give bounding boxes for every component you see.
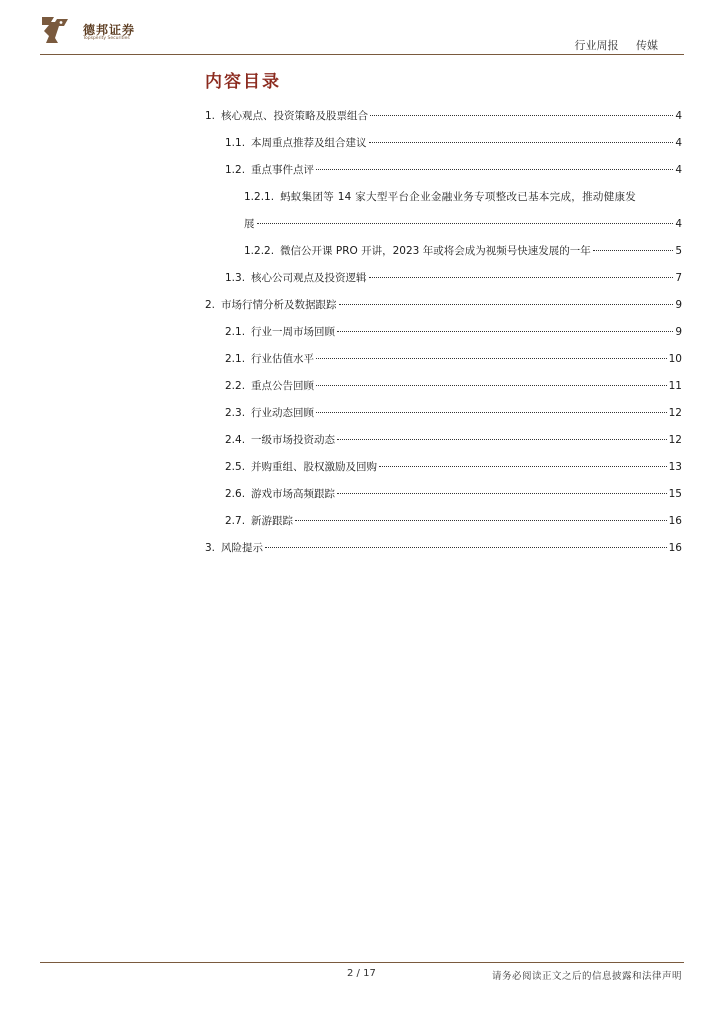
toc-entry-number: 2.6. xyxy=(225,488,246,500)
toc-entry[interactable] xyxy=(225,351,682,366)
toc-leader-dots xyxy=(337,331,673,332)
toc-entry-number: 1.2.2. xyxy=(244,245,275,257)
toc-leader-dots xyxy=(369,142,674,143)
toc-entry-page: 11 xyxy=(668,380,682,392)
toc-entry[interactable] xyxy=(225,270,682,285)
sector-label: 传媒 xyxy=(636,39,658,52)
toc-entry-title: 风险提示 xyxy=(221,542,264,554)
page-header xyxy=(0,0,724,60)
toc-entry[interactable] xyxy=(225,324,682,339)
toc-entry-page: 15 xyxy=(668,488,682,500)
toc-entry[interactable] xyxy=(225,135,682,150)
toc-leader-dots xyxy=(369,277,674,278)
toc-entry-title: 并购重组、股权激励及回购 xyxy=(251,461,378,473)
toc-entry-title: 核心观点、投资策略及股票组合 xyxy=(221,110,369,122)
toc-leader-dots xyxy=(316,412,667,413)
toc-entry-title: 重点事件点评 xyxy=(251,164,315,176)
toc-entry-number: 2. xyxy=(205,299,216,311)
toc-entry-number: 2.2. xyxy=(225,380,246,392)
toc-entry[interactable] xyxy=(225,486,682,501)
toc-leader-dots xyxy=(337,439,667,440)
toc-entry-title: 重点公告回顾 xyxy=(251,380,315,392)
toc-entry-title: 行业动态回顾 xyxy=(251,407,315,419)
toc-title: 内容目录 xyxy=(205,72,281,92)
toc-entry-title: 一级市场投资动态 xyxy=(251,434,336,446)
toc-entry-number: 1.1. xyxy=(225,137,246,149)
toc-entry-number: 3. xyxy=(205,542,216,554)
toc-entry-page: 16 xyxy=(668,542,682,554)
toc-leader-dots xyxy=(370,115,673,116)
toc-entry-number: 2.1. xyxy=(225,353,246,365)
toc-leader-dots xyxy=(295,520,667,521)
toc-entry-title: 行业估值水平 xyxy=(251,353,315,365)
toc-entry-page: 12 xyxy=(668,434,682,446)
toc-entry-number: 1. xyxy=(205,110,216,122)
toc-entry-title: 微信公开课 PRO 开讲，2023 年或将会成为视频号快速发展的一年 xyxy=(280,245,591,257)
toc-entry-number: 2.5. xyxy=(225,461,246,473)
toc-leader-dots xyxy=(265,547,667,548)
report-type: 行业周报 xyxy=(574,39,619,52)
toc-entry[interactable] xyxy=(244,243,682,258)
toc-leader-dots xyxy=(257,223,674,224)
toc-entry-page: 9 xyxy=(675,299,682,311)
brand-name: 德邦证券 xyxy=(83,23,136,37)
toc-leader-dots xyxy=(316,169,673,170)
toc-entry[interactable] xyxy=(225,432,682,447)
toc-entry-page: 7 xyxy=(675,272,682,284)
toc-entry[interactable] xyxy=(225,459,682,474)
toc-entry-title: 核心公司观点及投资逻辑 xyxy=(251,272,367,284)
toc-entry-page: 4 xyxy=(675,137,682,149)
toc-entry-title: 蚂蚁集团等 14 家大型平台企业金融业务专项整改已基本完成，推动健康发 xyxy=(280,191,637,203)
brand-logo-icon xyxy=(40,14,70,46)
toc-leader-dots xyxy=(316,358,667,359)
toc-entry-title: 新游跟踪 xyxy=(251,515,294,527)
toc-entry-number: 2.1. xyxy=(225,326,246,338)
toc-entry[interactable] xyxy=(225,162,682,177)
toc-leader-dots xyxy=(339,304,674,305)
toc-leader-dots xyxy=(337,493,667,494)
toc-leader-dots xyxy=(593,250,674,251)
toc-entry-page: 4 xyxy=(675,164,682,176)
toc-entry-number: 2.4. xyxy=(225,434,246,446)
page-indicator: 2 / 17 xyxy=(347,968,376,979)
toc-leader-dots xyxy=(379,466,667,467)
toc-entry-continuation[interactable] xyxy=(244,216,682,231)
toc-entry-title: 游戏市场高频跟踪 xyxy=(251,488,336,500)
toc-entry[interactable] xyxy=(225,378,682,393)
toc-entry[interactable] xyxy=(225,513,682,528)
toc-entry-number: 1.3. xyxy=(225,272,246,284)
toc-entry[interactable] xyxy=(205,297,682,312)
toc-entry-number: 1.2. xyxy=(225,164,246,176)
brand-name-english: Topsperity Securities xyxy=(83,36,130,41)
toc-entry-title: 行业一周市场回顾 xyxy=(251,326,336,338)
toc-entry[interactable] xyxy=(205,540,682,555)
header-divider xyxy=(40,54,684,55)
toc-entry-page: 13 xyxy=(668,461,682,473)
toc-entry-title: 展 xyxy=(244,218,255,230)
toc-entry-page: 10 xyxy=(668,353,682,365)
toc-entry-page: 9 xyxy=(675,326,682,338)
footer-divider xyxy=(40,962,684,963)
toc-entry-page: 4 xyxy=(675,218,682,230)
toc-entry-page: 5 xyxy=(675,245,682,257)
toc-entry-page: 12 xyxy=(668,407,682,419)
report-category xyxy=(561,37,659,53)
toc-entry-title: 市场行情分析及数据跟踪 xyxy=(221,299,337,311)
legal-disclaimer: 请务必阅读正文之后的信息披露和法律声明 xyxy=(491,971,682,982)
toc-entry[interactable] xyxy=(244,189,682,204)
toc-entry-page: 4 xyxy=(675,110,682,122)
toc-entry-number: 1.2.1. xyxy=(244,191,275,203)
toc-entry-title: 本周重点推荐及组合建议 xyxy=(251,137,367,149)
toc-entry[interactable] xyxy=(225,405,682,420)
toc-entry-number: 2.3. xyxy=(225,407,246,419)
toc-entry-number: 2.7. xyxy=(225,515,246,527)
toc-leader-dots xyxy=(316,385,667,386)
toc-entry[interactable] xyxy=(205,108,682,123)
toc-entry-page: 16 xyxy=(668,515,682,527)
